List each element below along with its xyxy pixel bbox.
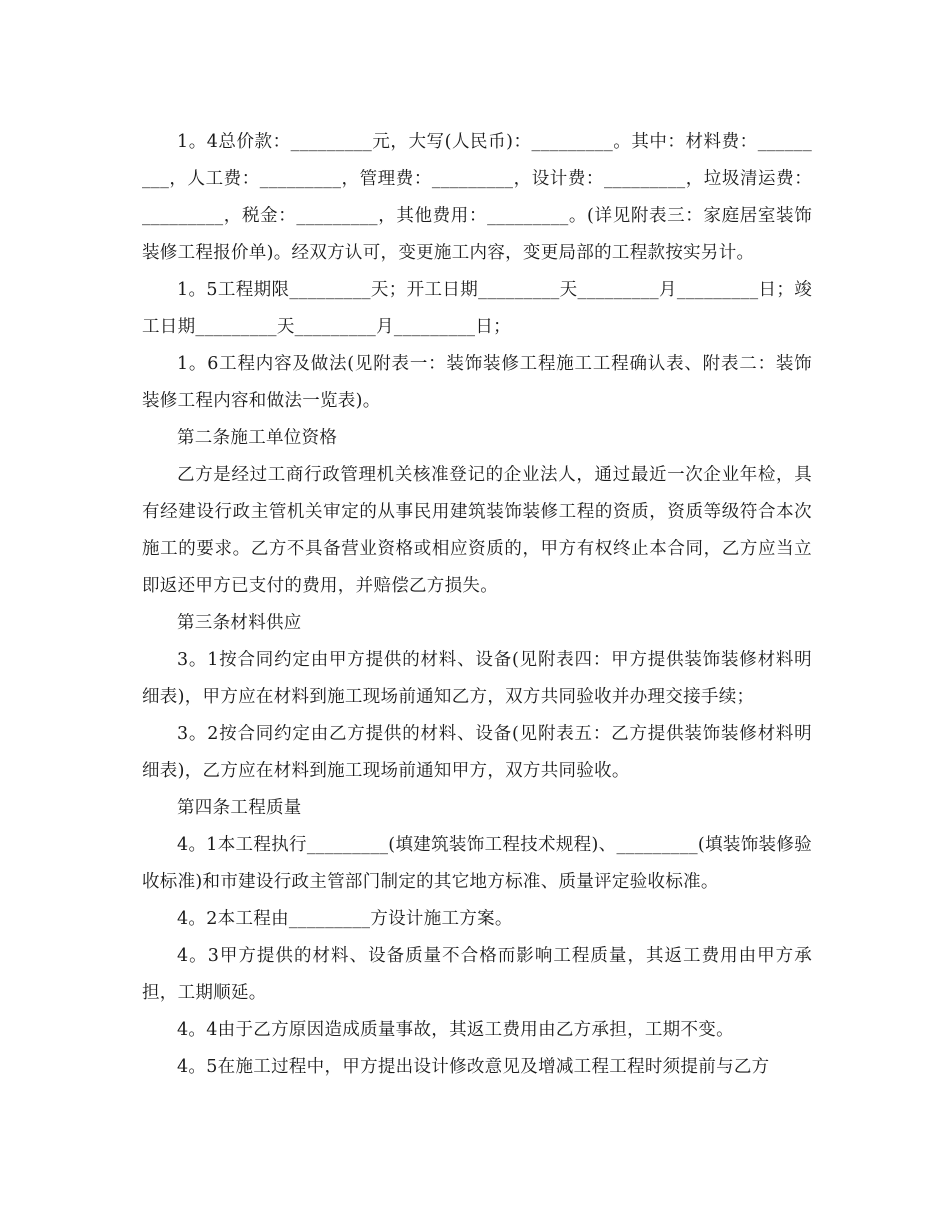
clause-4-5: 4。5在施工过程中，甲方提出设计修改意见及增减工程工程时须提前与乙方 (177, 1057, 770, 1077)
document-body (142, 124, 812, 1086)
clause-3-1: 3。1按合同约定由甲方提供的材料、设备(见附表四：甲方提供装饰装修材料明细表)，甲方应在材料到施工现场前通知乙方，双方共同验收并办理交接手续； (142, 650, 812, 707)
article-2-heading: 第二条施工单位资格 (177, 428, 338, 448)
clause-3-2: 3。2按合同约定由乙方提供的材料、设备(见附表五：乙方提供装饰装修材料明细表)，乙方应在材料到施工现场前通知甲方，双方共同验收。 (142, 724, 812, 781)
clause-4-1: 4。1本工程执行_________(填建筑装饰工程技术规程)、_________(填装饰装修验收标准)和市建设行政主管部门制定的其它地方标准、质量评定验收标准。 (142, 835, 812, 892)
clause-1-4-total-price: 1。4总价款：_________元，大写(人民币)：_________。其中：材料费：_________，人工费：_________，管理费：_________，设计费：_________，垃圾清运费：_________，税金：_________，其他费用：_________。(详见附表三：家庭居室装饰装修工程报价单)。经双方认可，变更施工内容，变更局部的工程款按实另计。 (142, 132, 812, 263)
clause-4-2: 4。2本工程由_________方设计施工方案。 (177, 909, 513, 929)
clause-4-3: 4。3甲方提供的材料、设备质量不合格而影响工程质量，其返工费用由甲方承担，工期顺延。 (142, 946, 812, 1003)
clause-1-6-project-content: 1。6工程内容及做法(见附表一：装饰装修工程施工工程确认表、附表二：装饰装修工程内容和做法一览表)。 (142, 354, 812, 411)
clause-1-5-project-period: 1。5工程期限_________天；开工日期_________天_________月_________日；竣工日期_________天_________月_________日； (142, 280, 812, 337)
article-4-heading: 第四条工程质量 (177, 798, 302, 818)
clause-4-4: 4。4由于乙方原因造成质量事故，其返工费用由乙方承担，工期不变。 (177, 1020, 734, 1040)
article-3-heading: 第三条材料供应 (177, 613, 302, 633)
article-2-body: 乙方是经过工商行政管理机关核准登记的企业法人，通过最近一次企业年检，具有经建设行政主管机关审定的从事民用建筑装饰装修工程的资质，资质等级符合本次施工的要求。乙方不具备营业资格或相应资质的，甲方有权终止本合同，乙方应当立即返还甲方已支付的费用，并赔偿乙方损失。 (142, 465, 812, 596)
